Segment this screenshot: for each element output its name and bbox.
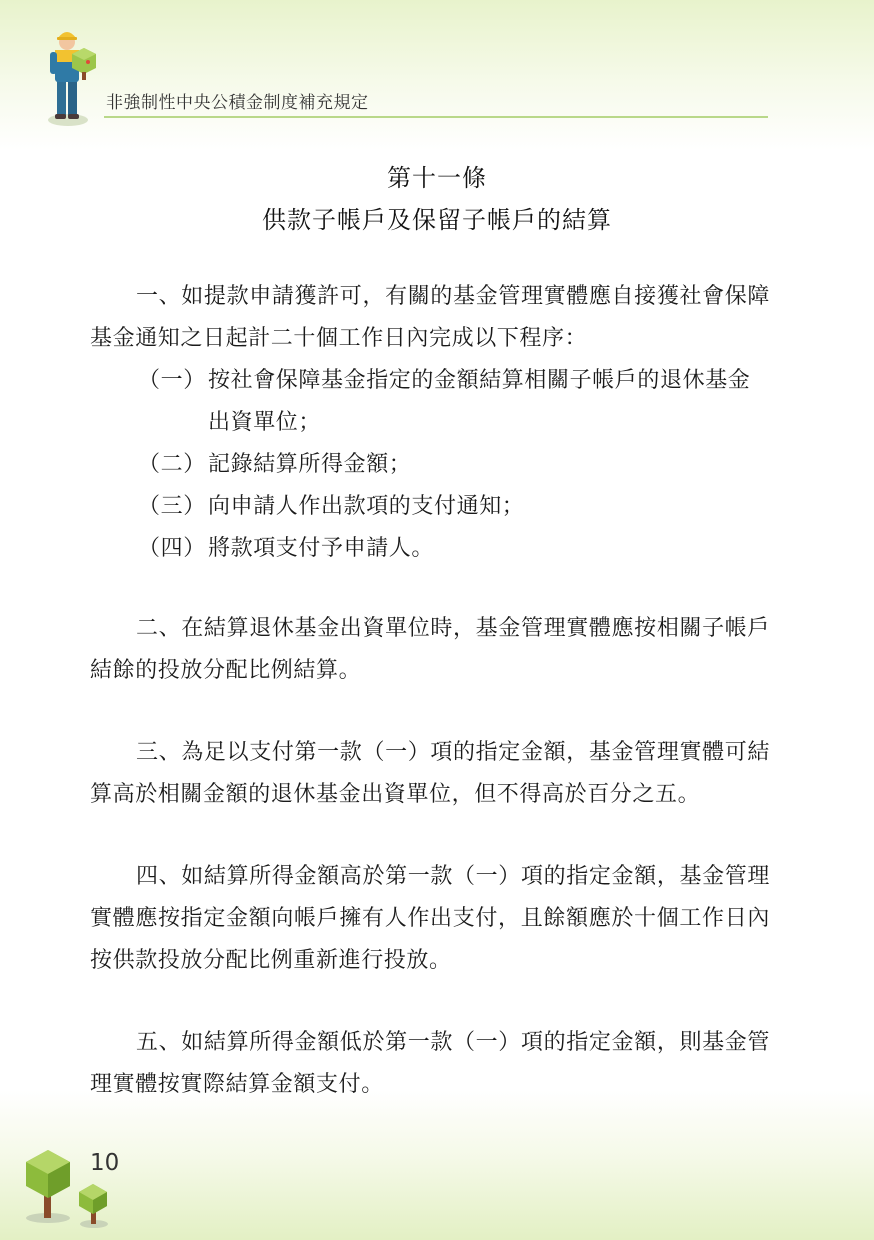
article-title: 供款子帳戶及保留子帳戶的結算 xyxy=(262,206,612,234)
list-item-label: （一） xyxy=(138,368,206,393)
paragraph-4: 四、如結算所得金額高於第一款（一）項的指定金額，基金管理實體應按指定金額向帳戶擁有人作出支付，且餘額應於十個工作日內按供款投放分配比例重新進行投放。 xyxy=(90,864,770,973)
paragraph-1: 一、如提款申請獲許可，有關的基金管理實體應自接獲社會保障基金通知之日起計二十個工作日內完成以下程序： xyxy=(90,284,770,351)
header-background xyxy=(0,0,874,150)
list-item-2 xyxy=(138,444,778,486)
paragraph-5: 五、如結算所得金額低於第一款（一）項的指定金額，則基金管理實體按實際結算金額支付。 xyxy=(90,1030,770,1097)
list-item-text: 按社會保障基金指定的金額結算相關子帳戶的退休基金 xyxy=(208,368,751,393)
list-item-label: （三） xyxy=(138,494,206,519)
list-item-label: （二） xyxy=(138,452,206,477)
list-item-1-continuation: 出資單位； xyxy=(208,410,322,435)
construction-worker-icon xyxy=(40,22,104,132)
list-item-3 xyxy=(138,486,778,528)
paragraph-2: 二、在結算退休基金出資單位時，基金管理實體應按相關子帳戶結餘的投放分配比例結算。 xyxy=(90,616,770,683)
list-item-1 xyxy=(138,360,778,402)
header-divider xyxy=(104,116,768,118)
list-item-label: （四） xyxy=(138,536,206,561)
footer-background xyxy=(0,1090,874,1240)
paragraph-3: 三、為足以支付第一款（一）項的指定金額，基金管理實體可結算高於相關金額的退休基金出資單位，但不得高於百分之五。 xyxy=(90,740,770,807)
header-title: 非強制性中央公積金制度補充規定 xyxy=(106,93,369,113)
article-number: 第十一條 xyxy=(387,164,487,192)
list-item-text: 記錄結算所得金額； xyxy=(208,452,412,477)
page-number: 10 xyxy=(90,1150,120,1176)
list-item-4 xyxy=(138,528,778,570)
list-item-text: 將款項支付予申請人。 xyxy=(208,536,435,561)
list-item-text: 向申請人作出款項的支付通知； xyxy=(208,494,525,519)
